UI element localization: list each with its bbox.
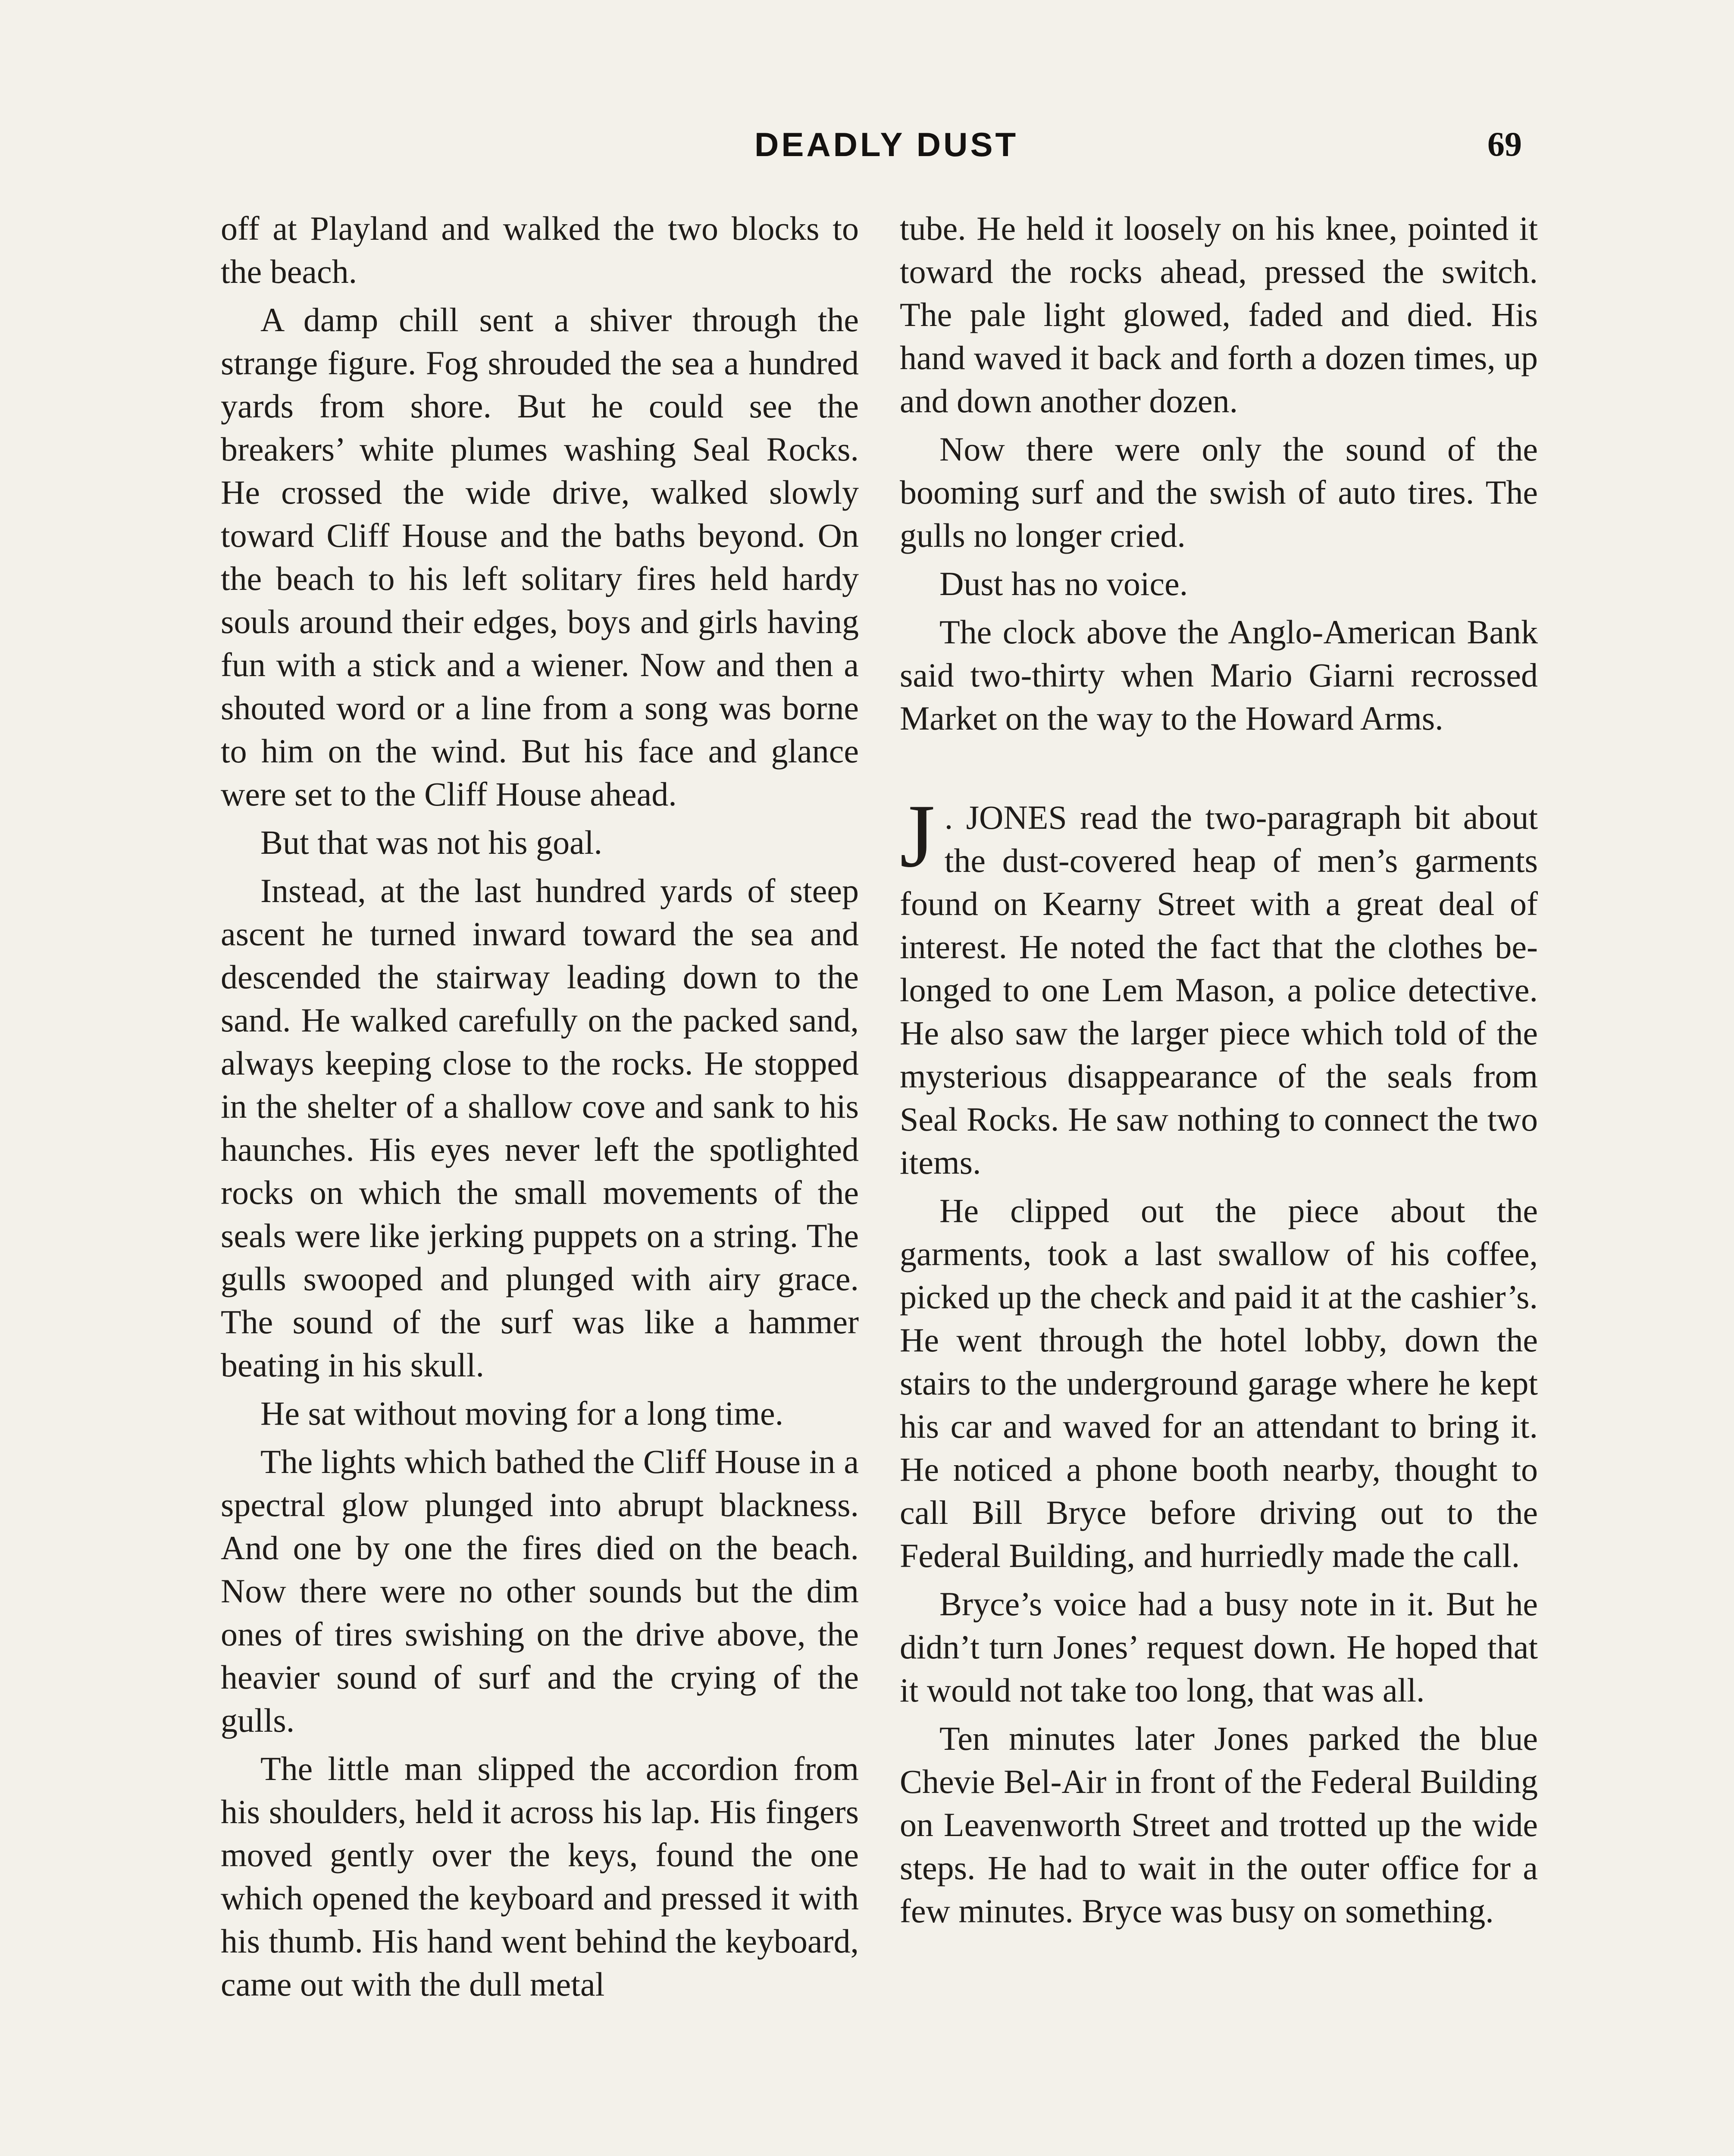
paragraph: Instead, at the last hundred yards of steep ascent he turned inward toward the sea and descended the stairway leading down to the sand. He walked carefully on the packed sand, always keeping close to the rocks. He stopped in the shelter of a shallow cove and sank to his haunches. His eyes never left the spotlighted rocks on which the small movements of the seals were like jerking puppets on a string. The gulls swooped and plunged with airy grace. The sound of the surf was like a hammer beating in his skull.	[221, 872, 859, 1384]
paragraph: He clipped out the piece about the garments, took a last swallow of his coffee, picked up the check and paid it at the cashier’s. He went through the hotel lobby, down the stairs to the underground garage where he kept his car and waved for an attendant to bring it. He noticed a phone booth nearby, thought to call Bill Bryce before driving out to the Federal Building, and hurriedly made the call.	[900, 1192, 1538, 1574]
paragraph: tube. He held it loosely on his knee, pointed it toward the rocks ahead, pressed the switch. The pale light glowed, faded and died. His hand waved it back and forth a dozen times, up and down another dozen.	[900, 210, 1538, 420]
paragraph: Now there were only the sound of the booming surf and the swish of auto tires. The gulls no longer cried.	[900, 430, 1538, 554]
section-opening-paragraph	[900, 786, 1538, 1184]
paragraph-text: . JONES read the two-paragraph bit about the dust-covered heap of men’s garments found on Kearny Street with a great deal of interest. He noted the fact that the clothes belonged to one Lem Mason, a police detective. He also saw the larger piece which told of the mysterious disappearance of the seals from Seal Rocks. He saw nothing to connect the two items.	[900, 799, 1538, 1181]
page-number: 69	[1487, 125, 1522, 163]
paragraph: The lights which bathed the Cliff House in a spectral glow plunged into abrupt blackness. And one by one the fires died on the beach. Now there were no other sounds but the dim ones of tires swishing on the drive above, the heavier sound of surf and the crying of the gulls.	[221, 1443, 859, 1739]
paragraph: He sat without moving for a long time.	[260, 1395, 784, 1432]
paragraph: off at Playland and walked the two blocks to the beach.	[221, 210, 859, 290]
paragraph: The clock above the Anglo-American Bank said two-thirty when Mario Giarni recrossed Market on the way to the Howard Arms.	[900, 613, 1538, 737]
paragraph: The little man slipped the accordion from his shoulders, held it across his lap. His fingers moved gently over the keys, found the one which opened the keyboard and pressed it with his thumb. His hand went behind the keyboard, came out with the dull metal	[221, 1750, 859, 2003]
paragraph: But that was not his goal.	[260, 824, 602, 861]
paragraph: Ten minutes later Jones parked the blue Chevie Bel-Air in front of the Federal Building on Leavenworth Street and trotted up the wide steps. He had to wait in the outer office for a few minutes. Bryce was busy on something.	[900, 1720, 1538, 1930]
right-column	[900, 207, 1538, 1938]
left-column	[221, 207, 859, 2011]
paragraph: A damp chill sent a shiver through the strange figure. Fog shrouded the sea a hundred yards from shore. But he could see the breakers’ white plumes washing Seal Rocks. He crossed the wide drive, walked slowly toward Cliff House and the baths beyond. On the beach to his left solitary fires held hardy souls around their edges, boys and girls having fun with a stick and a wiener. Now and then a shouted word or a line from a song was borne to him on the wind. But his face and glance were set to the Cliff House ahead.	[221, 301, 859, 813]
running-head-title: DEADLY DUST	[754, 125, 1019, 163]
paragraph: Dust has no voice.	[939, 565, 1188, 602]
paragraph: Bryce’s voice had a busy note in it. But he didn’t turn Jones’ request down. He hoped that it would not take too long, that was all.	[900, 1585, 1538, 1709]
drop-cap: J	[900, 786, 935, 886]
